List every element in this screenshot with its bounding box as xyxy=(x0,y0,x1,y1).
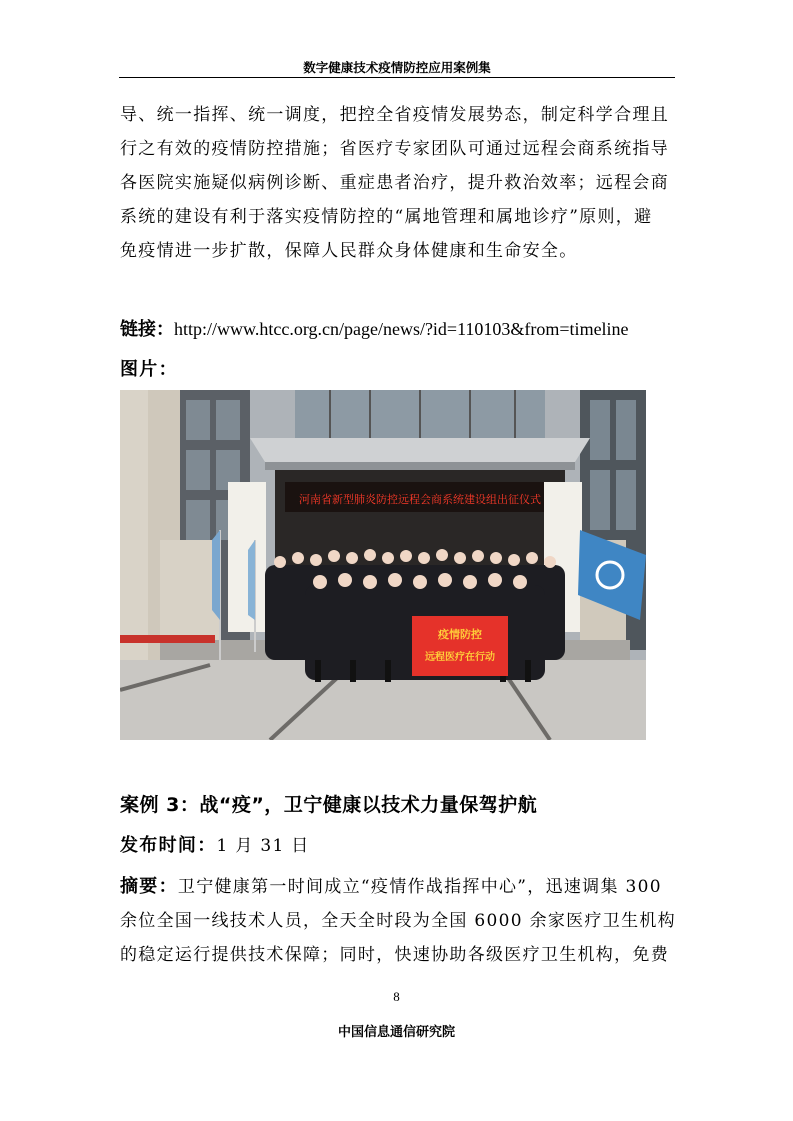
link-url[interactable]: http://www.htcc.org.cn/page/news/?id=110103&from=timeline xyxy=(174,319,629,339)
summary-label: 摘要： xyxy=(120,876,178,897)
summary-paragraph xyxy=(120,870,676,972)
intro-line: 免疫情进一步扩散，保障人民群众身体健康和生命安全。 xyxy=(120,241,578,261)
intro-line: 系统的建设有利于落实疫情防控的“属地管理和属地诊疗”原则，避 xyxy=(120,207,653,227)
release-row xyxy=(120,829,676,863)
flag-text-line2: 远程医疗在行动 xyxy=(425,652,495,663)
image-label: 图片： xyxy=(120,359,178,380)
link-row xyxy=(120,312,676,346)
running-header: 数字健康技术疫情防控应用案例集 xyxy=(303,60,491,75)
summary-line: 卫宁健康第一时间成立“疫情作战指挥中心”，迅速调集 300 xyxy=(177,877,662,897)
link-label: 链接： xyxy=(120,319,174,340)
case-title: 案例 3：战“疫”，卫宁健康以技术力量保驾护航 xyxy=(120,794,538,816)
image-label-row xyxy=(120,353,676,387)
summary-line: 的稳定运行提供技术保障；同时，快速协助各级医疗卫生机构，免费 xyxy=(120,945,669,965)
page-number: 8 xyxy=(393,989,400,1004)
footer-org: 中国信息通信研究院 xyxy=(337,1025,455,1040)
intro-line: 行之有效的疫情防控措施；省医疗专家团队可通过远程会商系统指导 xyxy=(120,139,669,159)
intro-line: 各医院实施疑似病例诊断、重症患者治疗，提升救治效率；远程会商 xyxy=(120,173,669,193)
summary-line: 余位全国一线技术人员，全天全时段为全国 6000 余家医疗卫生机构 xyxy=(120,911,676,931)
intro-line: 导、统一指挥、统一调度，把控全省疫情发展势态，制定科学合理且 xyxy=(120,105,669,125)
release-date: 1 月 31 日 xyxy=(216,836,310,856)
release-label: 发布时间： xyxy=(120,835,217,856)
flag-text-line1: 疫情防控 xyxy=(438,628,482,641)
header-rule xyxy=(119,77,675,78)
led-banner-text: 河南省新型肺炎防控远程会商系统建设组出征仪式 xyxy=(299,493,541,506)
ceremony-photo xyxy=(120,390,646,740)
intro-paragraph xyxy=(120,98,676,268)
